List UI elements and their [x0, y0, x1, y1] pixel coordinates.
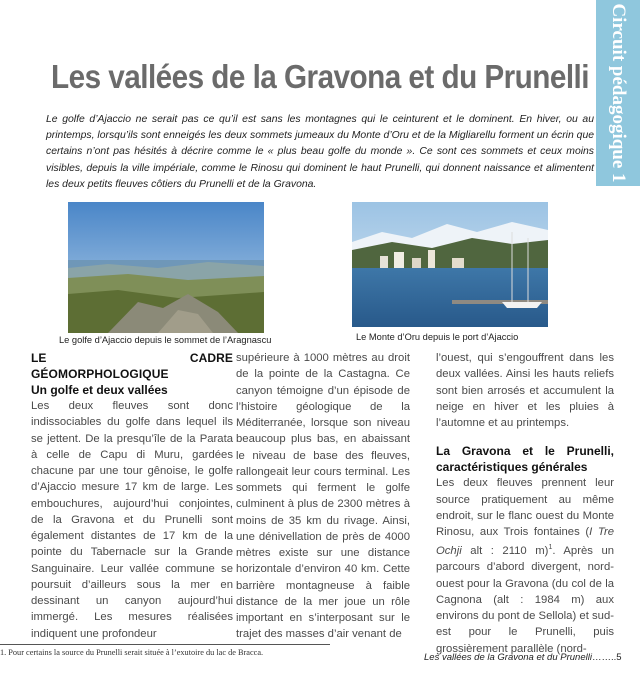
photo-monte-doru-from-port — [352, 202, 548, 327]
body-paragraph: supérieure à 1000 mètres au droit de la pointe de la Castagna. Ce canyon témoigne d’un épisode de l’histoire géologique de la Méditerranée, lorsque son niveau beaucoup plus bas, en abaissant le niveau de base des fleuves, rallongeait leur cours terminal. Les sommets qui ferment le golfe culminent à plus de 2300 mètres à moins de 35 km du rivage. Ainsi, une dénivellation de près de 4000 mètres existe sur une distance horizontale d’environ 40 km. Cette barrière montagneuse à faible distance de la mer joue un rôle important en s’interposant sur le trajet des masses d’air venant de — [236, 352, 410, 641]
intro-paragraph: Le golfe d’Ajaccio ne serait pas ce qu’il est sans les montagnes qui le ceinturent et le dominent. En hiver, ou au printemps, lorsqu’ils sont enneigés les deux sommets jumeaux du Monte d’Oru et de la Migliarellu forment un écrin que certains n’ont pas hésités à décrire comme le « plus beau golfe du monde ». Ce sont ces sommets et ceux moins visibles, depuis la ville impériale, comme le Rinosu qui dominent le haut Prunelli, qui donnent naissance et alimentent les deux petits fleuves côtiers du Prunelli et de la Gravona. — [46, 114, 594, 190]
photo-gulf-from-aragnascu — [68, 202, 264, 333]
section-subheading: Un golfe et deux vallées — [31, 383, 168, 397]
running-title: Les vallées de la Gravona et du Prunelli — [424, 652, 592, 663]
footnote-reference: 1 — [548, 544, 553, 552]
text-column-1 — [31, 350, 233, 642]
italic-term: I Tre Ochji — [436, 526, 614, 558]
section-tab-label: Circuit pédagogique 1 — [608, 3, 629, 183]
page-title: Les vallées de la Gravona et du Prunelli — [51, 58, 589, 95]
body-paragraph — [436, 475, 614, 657]
section-heading: LE CADRE GÉOMORPHOLOGIQUE — [31, 351, 233, 381]
footnote: 1. Pour certains la source du Prunelli serait située à l’exutoire du lac de Bracca. — [0, 644, 330, 657]
text-column-3 — [436, 350, 614, 657]
page-number: 5 — [616, 652, 622, 663]
photo-caption: Le golfe d’Ajaccio depuis le sommet de l’Aragnascu — [59, 335, 272, 345]
text-column-2 — [236, 350, 410, 643]
body-text: . Après un parcours d’abord divergent, nord-ouest pour la Gravona (du col de la Cagnona (alt : 1984 m) aux environs du pont de Sellola) et sud-est pour le Prunelli, puis grossièrement parallèle (nord- — [436, 545, 615, 655]
dot-leader: …….. — [591, 652, 617, 663]
body-text: alt : 2110 m) — [461, 545, 549, 558]
page-footer — [424, 652, 622, 663]
body-text: Les deux fleuves prennent leur source pratiquement au même endroit, sur le flanc ouest du Monte Rinosu, aux Trois fontaines ( — [436, 477, 614, 538]
photo-caption: Le Monte d’Oru depuis le port d’Ajaccio — [356, 332, 519, 342]
body-paragraph: l’ouest, qui s’engouffrent dans les deux vallées. Ainsi les hauts reliefs sont bien arrosés et accumulent la neige en hiver et les pluies à l’automne et au printemps. — [436, 352, 614, 429]
section-subheading: La Gravona et le Prunelli, caractéristiques générales — [436, 444, 614, 475]
body-paragraph: Les deux fleuves sont donc indissociables du golfe dans lequel ils se jettent. De la presqu’île de la Parata à celle de Capu di Muru, gardées chacune par une tour gênoise, le golfe d’Ajaccio mesure 17 km de large. Les embouchures, aujourd’hui conjointes, de la Gravona et du Prunelli sont également distantes de 17 km de la pointe du Tabernacle sur la Grande Sanguinaire. Leur vallée commune se poursuit d’ailleurs sous la mer en dessinant un canyon aujourd’hui immergé. Les mesures réalisées indiquent une profondeur — [31, 400, 233, 640]
